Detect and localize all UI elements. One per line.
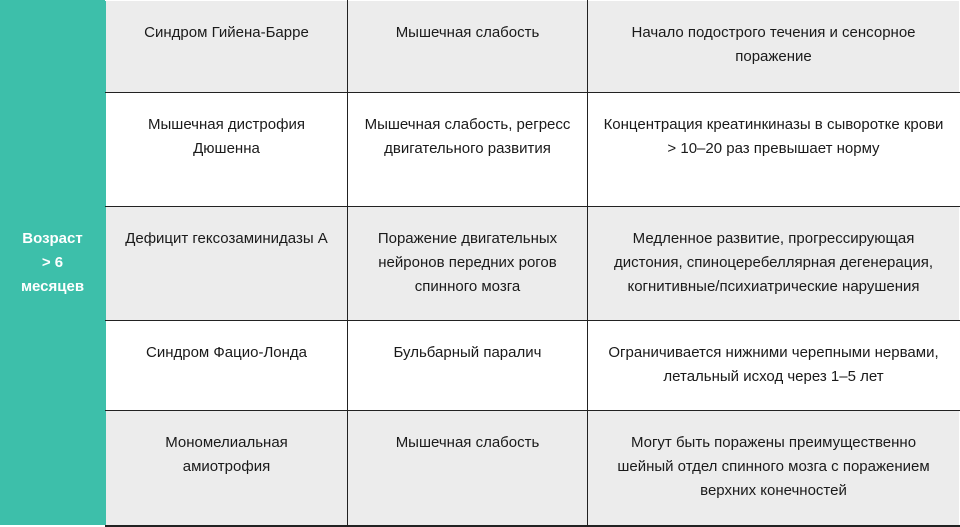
symptom-cell: Мышечная слабость [348,411,588,526]
disease-cell: Мышечная дистрофия Дюшенна [106,93,348,207]
disease-cell: Синдром Гийена-Барре [106,1,348,93]
feature-cell: Концентрация креатинкиназы в сыворотке крови > 10–20 раз превышает норму [588,93,960,207]
age-group-header [0,0,105,525]
disease-cell: Дефицит гексозаминидазы А [106,207,348,321]
symptom-cell: Мышечная слабость [348,1,588,93]
symptom-cell: Мышечная слабость, регресс двигательного развития [348,93,588,207]
diagnosis-table [105,0,960,527]
symptom-cell: Бульбарный паралич [348,321,588,411]
feature-cell: Могут быть поражены преимущественно шейный отдел спинного мозга с поражением верхних конечностей [588,411,960,526]
table-row [106,207,960,321]
age-group-label: Возраст > 6 месяцев [20,229,85,295]
feature-cell: Начало подострого течения и сенсорное поражение [588,1,960,93]
table-row [106,1,960,93]
feature-cell: Ограничивается нижними черепными нервами, летальный исход через 1–5 лет [588,321,960,411]
table-row [106,321,960,411]
feature-cell: Медленное развитие, прогрессирующая дистония, спиноцеребеллярная дегенерация, когнитивные/психиатрические нарушения [588,207,960,321]
table-row [106,93,960,207]
table-row [106,411,960,526]
disease-cell: Мономелиальная амиотрофия [106,411,348,526]
symptom-cell: Поражение двигательных нейронов передних рогов спинного мозга [348,207,588,321]
disease-cell: Синдром Фацио-Лонда [106,321,348,411]
